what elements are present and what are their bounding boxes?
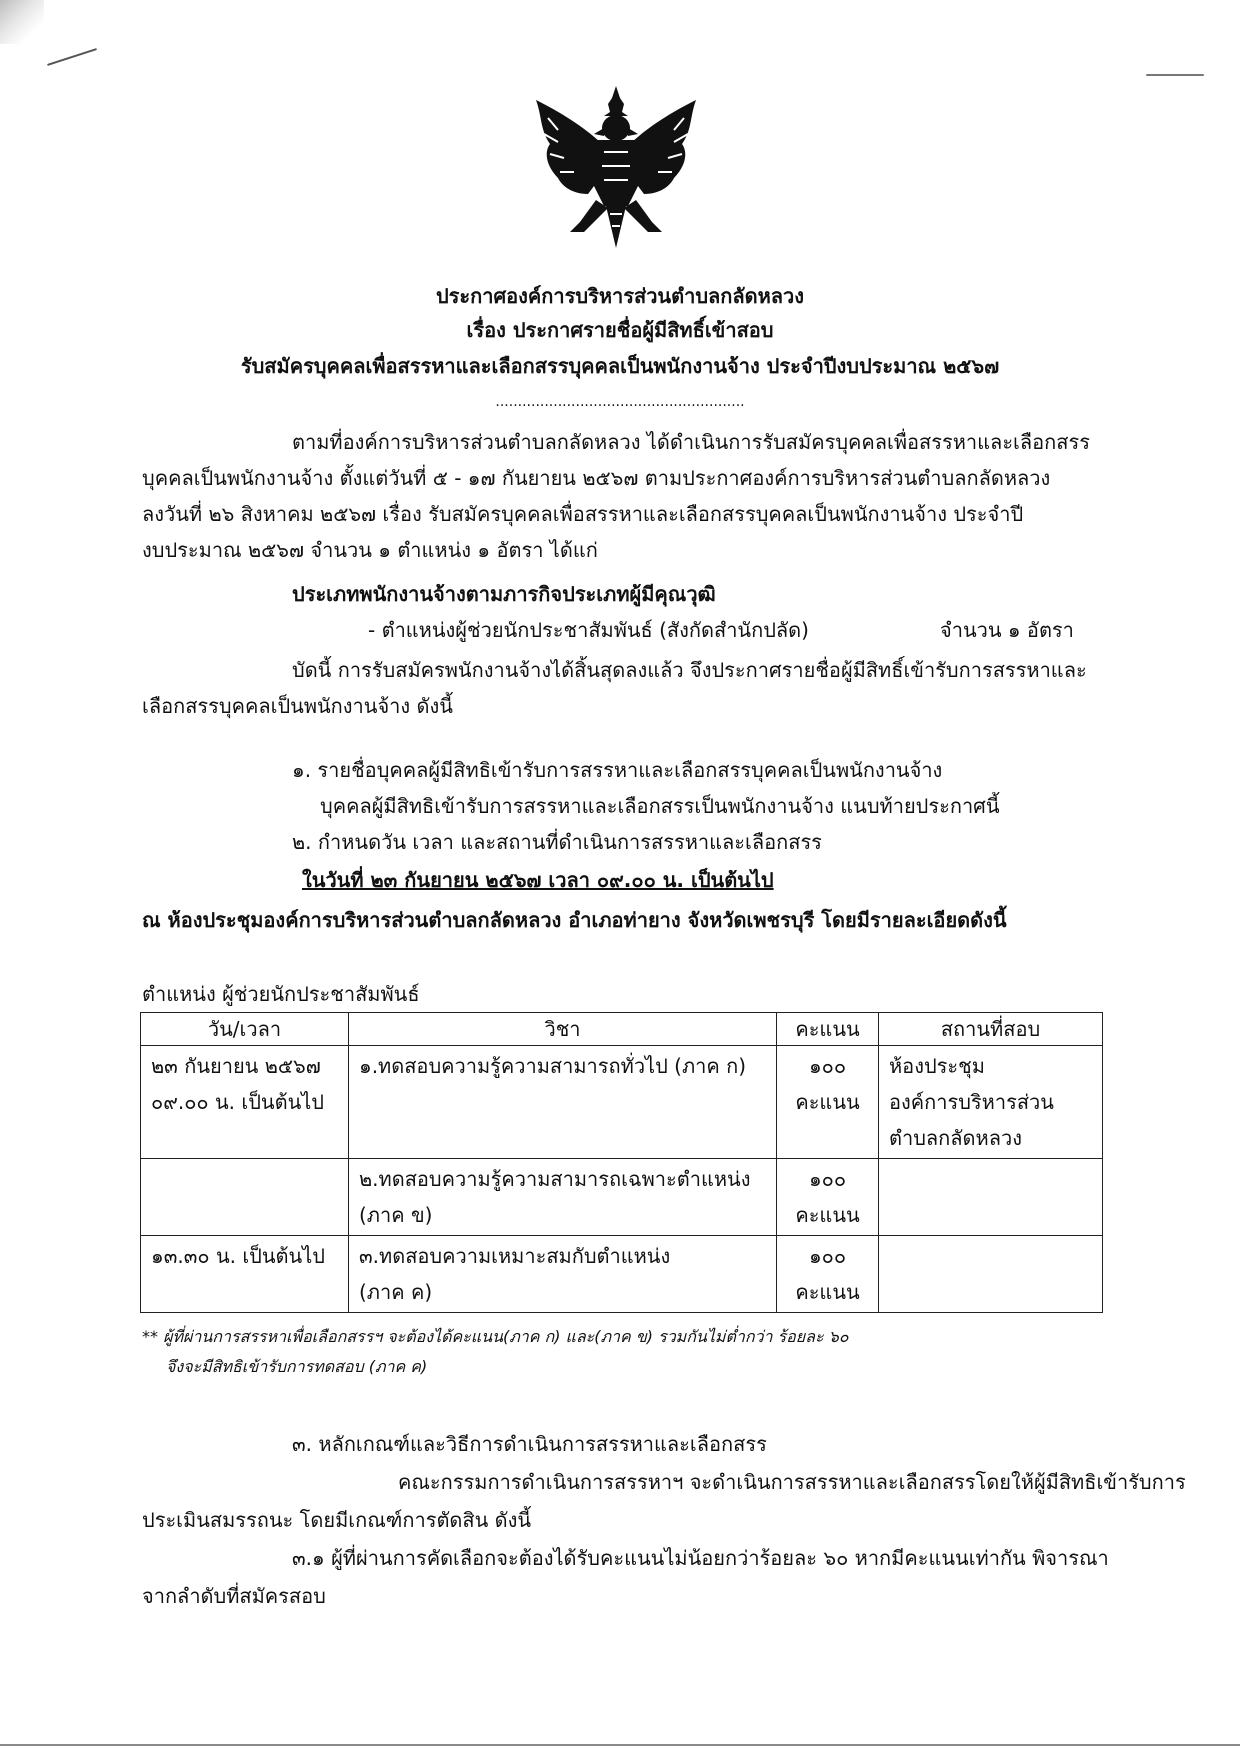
section-1-detail: บุคคลผู้มีสิทธิเข้ารับการสรรหาและเลือกสรรเป็นพนักงานจ้าง แนบท้ายประกาศนี้ (320, 794, 1000, 818)
employee-category: ประเภทพนักงานจ้างตามภารกิจประเภทผู้มีคุณวุฒิ (292, 582, 716, 606)
position-count: จำนวน ๑ อัตรา (940, 618, 1074, 642)
subject-line: ๒.ทดสอบความรู้ความสามารถเฉพาะตำแหน่ง (359, 1167, 751, 1191)
subject-line: (ภาค ข) (359, 1203, 433, 1227)
datetime-line: ๐๙.๐๐ น. เป็นต้นไป (151, 1090, 324, 1114)
announcement-subject: เรื่อง ประกาศรายชื่อผู้มีสิทธิ์เข้าสอบ (466, 318, 774, 342)
position-item: - ตำแหน่งผู้ช่วยนักประชาสัมพันธ์ (สังกัดสำนักปลัด) (368, 618, 809, 642)
cell-place (879, 1046, 1103, 1159)
section-3-para-2: ประเมินสมรรถนะ โดยมีเกณฑ์การตัดสิน ดังนี้ (142, 1508, 532, 1532)
score-value: ๑๐๐ (808, 1244, 847, 1268)
cell-place (879, 1236, 1103, 1313)
column-header-subject: วิชา (349, 1013, 777, 1046)
section-3-para-1: คณะกรรมการดำเนินการสรรหาฯ จะดำเนินการสรรหาและเลือกสรรโดยให้ผู้มีสิทธิเข้ารับการ (398, 1470, 1186, 1494)
closing-line-2: เลือกสรรบุคคลเป็นพนักงานจ้าง ดังนี้ (142, 694, 453, 718)
intro-line-4: งบประมาณ ๒๕๖๗ จำนวน ๑ ตำแหน่ง ๑ อัตรา ได้แก่ (142, 538, 598, 562)
scan-corner-shadow (0, 0, 44, 44)
section-3-heading: ๓. หลักเกณฑ์และวิธีการดำเนินการสรรหาและเลือกสรร (292, 1432, 767, 1456)
table-row (141, 1236, 1103, 1313)
cell-datetime (141, 1236, 349, 1313)
criteria-3-1-line-1: ๓.๑ ผู้ที่ผ่านการคัดเลือกจะต้องได้รับคะแนนไม่น้อยกว่าร้อยละ ๖๐ หากมีคะแนนเท่ากัน พิจารณา (292, 1546, 1109, 1570)
cell-datetime (141, 1046, 349, 1159)
score-unit: คะแนน (795, 1090, 860, 1114)
announcement-subtitle: รับสมัครบุคคลเพื่อสรรหาและเลือกสรรบุคคลเป็นพนักงานจ้าง ประจำปีงบประมาณ ๒๕๖๗ (240, 354, 1000, 378)
exam-schedule-table (140, 1012, 1103, 1313)
scan-bottom-edge (0, 1744, 1240, 1746)
datetime-line: ๒๓ กันยายน ๒๕๖๗ (151, 1054, 321, 1078)
subject-line: ๓.ทดสอบความเหมาะสมกับตำแหน่ง (359, 1244, 671, 1268)
criteria-3-1-line-2: จากลำดับที่สมัครสอบ (142, 1584, 326, 1608)
exam-venue-line: ณ ห้องประชุมองค์การบริหารส่วนตำบลกลัดหลวง อำเภอท่ายาง จังหวัดเพชรบุรี โดยมีรายละเอียดดังนี้ (142, 908, 1007, 932)
exam-note-line-2: จึงจะมีสิทธิเข้ารับการทดสอบ (ภาค ค) (166, 1357, 428, 1376)
cell-score (777, 1159, 879, 1236)
exam-position-label: ตำแหน่ง ผู้ช่วยนักประชาสัมพันธ์ (142, 982, 420, 1006)
section-2-heading: ๒. กำหนดวัน เวลา และสถานที่ดำเนินการสรรหาและเลือกสรร (292, 830, 822, 854)
column-header-place: สถานที่สอบ (879, 1013, 1103, 1046)
announcement-title: ประกาศองค์การบริหารส่วนตำบลกลัดหลวง (435, 284, 805, 308)
cell-subject (349, 1159, 777, 1236)
intro-line-1: ตามที่องค์การบริหารส่วนตำบลกลัดหลวง ได้ดำเนินการรับสมัครบุคคลเพื่อสรรหาและเลือกสรร (292, 430, 1090, 454)
score-value: ๑๐๐ (808, 1167, 847, 1191)
cell-subject (349, 1236, 777, 1313)
subject-line: ๑.ทดสอบความรู้ความสามารถทั่วไป (ภาค ก) (359, 1054, 747, 1078)
pen-mark-top-left (47, 48, 97, 66)
cell-datetime (141, 1159, 349, 1236)
pen-mark-top-right (1146, 74, 1204, 76)
column-header-datetime: วัน/เวลา (141, 1013, 349, 1046)
score-unit: คะแนน (795, 1280, 860, 1304)
exam-date-line: ในวันที่ ๒๓ กันยายน ๒๕๖๗ เวลา ๐๙.๐๐ น. เป็นต้นไป (302, 868, 774, 892)
place-line: องค์การบริหารส่วน (889, 1090, 1054, 1114)
exam-note-line-1: ** ผู้ที่ผ่านการสรรหาเพื่อเลือกสรรฯ จะต้องได้คะแนน(ภาค ก) และ(ภาค ข) รวมกันไม่ต่ำกว่า ร้อยละ ๖๐ (142, 1327, 849, 1346)
subject-line: (ภาค ค) (359, 1280, 433, 1304)
closing-line-1: บัดนี้ การรับสมัครพนักงานจ้างได้สิ้นสุดลงแล้ว จึงประกาศรายชื่อผู้มีสิทธิ์เข้ารับการสรรหาและ (292, 658, 1087, 682)
cell-score (777, 1236, 879, 1313)
intro-line-2: บุคคลเป็นพนักงานจ้าง ตั้งแต่วันที่ ๕ - ๑๗ กันยายน ๒๕๖๗ ตามประกาศองค์การบริหารส่วนตำบลกลัดหลวง (142, 466, 1051, 490)
cell-subject (349, 1046, 777, 1159)
score-unit: คะแนน (795, 1203, 860, 1227)
place-line: ห้องประชุม (889, 1054, 985, 1078)
table-header-row (141, 1013, 1103, 1046)
garuda-emblem-icon (528, 82, 704, 254)
section-1-heading: ๑. รายชื่อบุคคลผู้มีสิทธิเข้ารับการสรรหาและเลือกสรรบุคคลเป็นพนักงานจ้าง (292, 758, 943, 782)
place-line: ตำบลกลัดหลวง (889, 1126, 1022, 1150)
header-separator: ........................................................ (495, 394, 745, 410)
column-header-score: คะแนน (777, 1013, 879, 1046)
table-row (141, 1159, 1103, 1236)
intro-line-3: ลงวันที่ ๒๖ สิงหาคม ๒๕๖๗ เรื่อง รับสมัครบุคคลเพื่อสรรหาและเลือกสรรบุคคลเป็นพนักงานจ้าง ประจำปี (142, 502, 1024, 526)
score-value: ๑๐๐ (808, 1054, 847, 1078)
datetime-line: ๑๓.๓๐ น. เป็นต้นไป (151, 1244, 325, 1268)
cell-place (879, 1159, 1103, 1236)
cell-score (777, 1046, 879, 1159)
table-row (141, 1046, 1103, 1159)
